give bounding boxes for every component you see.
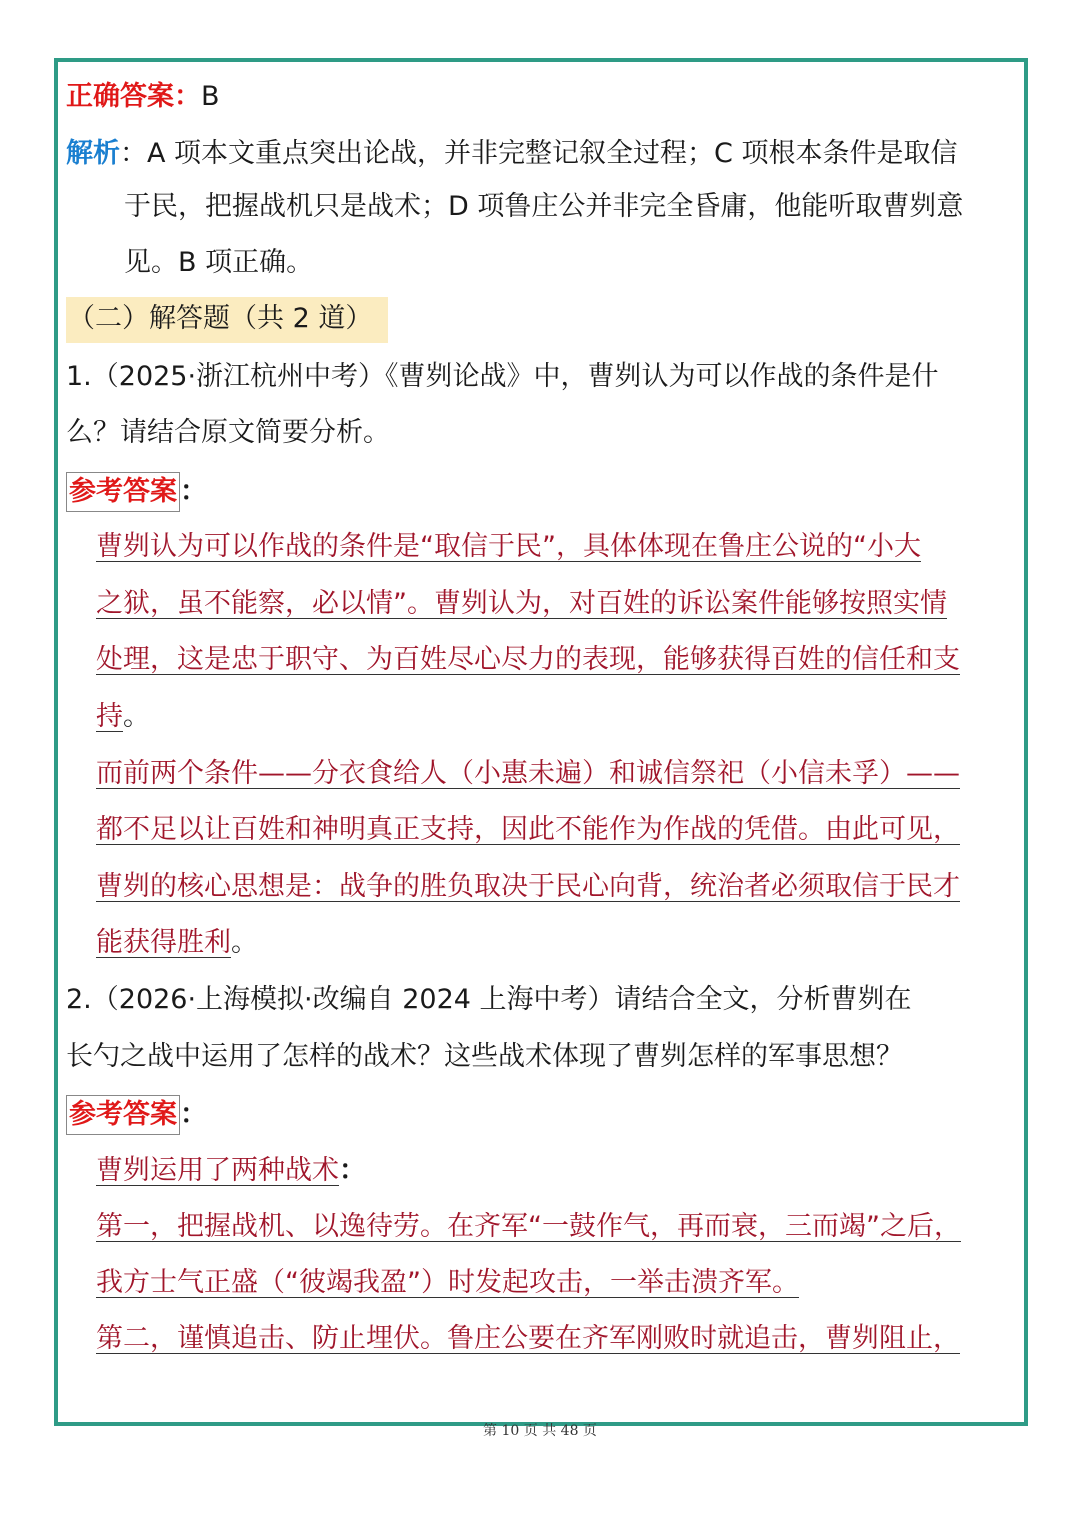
q1-answer-line-1: 曹刿认为可以作战的条件是“取信于民”，具体体现在鲁庄公说的“小大 <box>96 531 921 562</box>
correct-answer-label: 正确答案 <box>66 81 174 112</box>
q1-answer-colon: ： <box>180 476 207 507</box>
correct-answer-value: B <box>201 81 220 112</box>
q2-answer-line-4: 第二，谨慎追击、防止埋伏。鲁庄公要在齐军刚败时就追击，曹刿阻止， <box>96 1323 960 1354</box>
correct-answer-colon: ： <box>174 81 201 112</box>
q2-line-1: 2.（2026·上海模拟·改编自 2024 上海中考）请结合全文，分析曹刿在 <box>66 984 912 1015</box>
q1-answer-line-6: 都不足以让百姓和神明真正支持，因此不能作为作战的凭借。由此可见， <box>96 814 960 845</box>
q1-answer-header <box>66 472 207 512</box>
prev-answer-line <box>66 80 220 114</box>
page-footer: 第 10 页 共 48 页 <box>483 1423 597 1439</box>
q2-answer-label: 参考答案 <box>66 1095 180 1135</box>
q2-answer-line-1: 曹刿运用了两种战术： <box>96 1155 366 1186</box>
q1-line-1: 1.（2025·浙江杭州中考）《曹刿论战》中，曹刿认为可以作战的条件是什 <box>66 361 939 392</box>
q1-line-2: 么？请结合原文简要分析。 <box>66 417 390 448</box>
q1-answer-line-2: 之狱，虽不能察，必以情”。曹刿认为，对百姓的诉讼案件能够按照实情 <box>96 588 947 619</box>
q2-answer-colon: ： <box>180 1099 207 1130</box>
analysis-line-2: 于民，把握战机只是战术；D 项鲁庄公并非完全昏庸，他能听取曹刿意 <box>124 191 964 222</box>
q1-answer-line-7: 曹刿的核心思想是：战争的胜负取决于民心向背，统治者必须取信于民才 <box>96 871 960 902</box>
analysis-line-1 <box>66 137 958 171</box>
q1-answer-line-8: 能获得胜利。 <box>96 927 258 958</box>
q1-answer-line-4: 持。 <box>96 701 150 732</box>
q2-answer-header <box>66 1095 207 1135</box>
q1-answer-label: 参考答案 <box>66 472 180 512</box>
q1-answer-line-3: 处理，这是忠于职守、为百姓尽心尽力的表现，能够获得百姓的信任和支 <box>96 644 960 675</box>
analysis-label: 解析 <box>66 138 120 169</box>
q2-line-2: 长勺之战中运用了怎样的战术？这些战术体现了曹刿怎样的军事思想？ <box>66 1041 903 1072</box>
q2-answer-line-2: 第一，把握战机、以逸待劳。在齐军“一鼓作气，再而衰，三而竭”之后， <box>96 1211 961 1242</box>
analysis-text-1: ：A 项本文重点突出论战，并非完整记叙全过程；C 项根本条件是取信 <box>120 138 958 169</box>
q2-answer-line-3: 我方士气正盛（“彼竭我盈”）时发起攻击，一举击溃齐军。 <box>96 1267 799 1298</box>
section-heading: （二）解答题（共 2 道） <box>68 303 373 334</box>
q1-answer-line-5: 而前两个条件——分衣食给人（小惠未遍）和诚信祭祀（小信未孚）—— <box>96 758 960 789</box>
analysis-line-3: 见。B 项正确。 <box>124 247 314 278</box>
